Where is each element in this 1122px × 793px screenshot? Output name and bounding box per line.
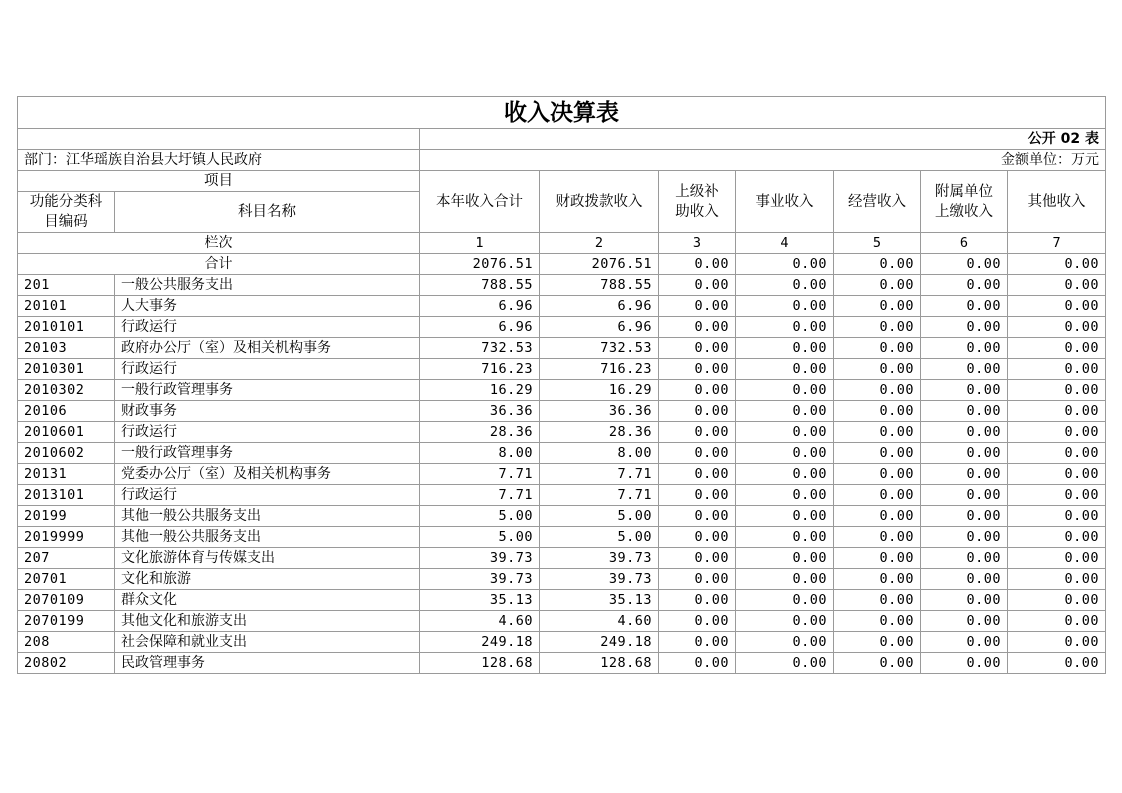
amount-cell: 0.00 xyxy=(834,443,921,464)
amount-cell: 0.00 xyxy=(1008,338,1106,359)
table-row xyxy=(18,443,1106,464)
total-value: 0.00 xyxy=(736,254,834,275)
amount-cell: 0.00 xyxy=(736,296,834,317)
amount-cell: 0.00 xyxy=(921,296,1008,317)
amount-cell: 0.00 xyxy=(736,464,834,485)
amount-cell: 0.00 xyxy=(736,569,834,590)
table-row xyxy=(18,653,1106,674)
subject-code-cell: 20106 xyxy=(18,401,115,422)
amount-cell: 0.00 xyxy=(736,653,834,674)
amount-cell: 0.00 xyxy=(921,527,1008,548)
amount-cell: 0.00 xyxy=(834,506,921,527)
amount-cell: 0.00 xyxy=(921,401,1008,422)
amount-cell: 0.00 xyxy=(1008,401,1106,422)
subject-code-cell: 20103 xyxy=(18,338,115,359)
subject-code-cell: 20101 xyxy=(18,296,115,317)
column-number: 2 xyxy=(540,233,659,254)
amount-cell: 0.00 xyxy=(834,359,921,380)
amount-cell: 0.00 xyxy=(1008,380,1106,401)
amount-cell: 5.00 xyxy=(420,527,540,548)
subject-name-cell: 其他文化和旅游支出 xyxy=(115,611,420,632)
department-label: 部门：江华瑶族自治县大圩镇人民政府 xyxy=(18,150,420,171)
table-row xyxy=(18,338,1106,359)
amount-cell: 0.00 xyxy=(736,359,834,380)
amount-cell: 0.00 xyxy=(921,359,1008,380)
amount-cell: 35.13 xyxy=(420,590,540,611)
amount-cell: 36.36 xyxy=(540,401,659,422)
total-value: 2076.51 xyxy=(540,254,659,275)
table-row xyxy=(18,506,1106,527)
header-item: 项目 xyxy=(18,171,420,192)
amount-cell: 0.00 xyxy=(659,569,736,590)
total-value: 0.00 xyxy=(834,254,921,275)
subject-name-cell: 社会保障和就业支出 xyxy=(115,632,420,653)
subject-code-cell: 2070199 xyxy=(18,611,115,632)
amount-cell: 0.00 xyxy=(921,590,1008,611)
subject-name-cell: 财政事务 xyxy=(115,401,420,422)
amount-cell: 0.00 xyxy=(921,485,1008,506)
amount-cell: 6.96 xyxy=(540,317,659,338)
amount-cell: 6.96 xyxy=(540,296,659,317)
subject-code-cell: 2010301 xyxy=(18,359,115,380)
column-number: 6 xyxy=(921,233,1008,254)
subject-code-cell: 2013101 xyxy=(18,485,115,506)
header-other-income: 其他收入 xyxy=(1008,171,1106,233)
subject-name-cell: 行政运行 xyxy=(115,485,420,506)
amount-cell: 0.00 xyxy=(834,548,921,569)
subject-name-cell: 人大事务 xyxy=(115,296,420,317)
amount-cell: 0.00 xyxy=(1008,275,1106,296)
total-value: 0.00 xyxy=(659,254,736,275)
amount-cell: 128.68 xyxy=(420,653,540,674)
subject-name-cell: 党委办公厅（室）及相关机构事务 xyxy=(115,464,420,485)
amount-cell: 0.00 xyxy=(736,338,834,359)
header-total-income: 本年收入合计 xyxy=(420,171,540,233)
amount-cell: 0.00 xyxy=(1008,590,1106,611)
amount-cell: 788.55 xyxy=(540,275,659,296)
amount-cell: 0.00 xyxy=(736,275,834,296)
amount-cell: 0.00 xyxy=(736,401,834,422)
amount-cell: 716.23 xyxy=(540,359,659,380)
amount-cell: 0.00 xyxy=(659,527,736,548)
amount-cell: 0.00 xyxy=(1008,611,1106,632)
amount-cell: 0.00 xyxy=(736,485,834,506)
amount-cell: 788.55 xyxy=(420,275,540,296)
amount-cell: 0.00 xyxy=(834,464,921,485)
table-row xyxy=(18,548,1106,569)
subject-name-cell: 行政运行 xyxy=(115,317,420,338)
amount-cell: 0.00 xyxy=(834,569,921,590)
amount-cell: 39.73 xyxy=(540,569,659,590)
total-row xyxy=(18,254,1106,275)
amount-cell: 0.00 xyxy=(921,380,1008,401)
column-index-label: 栏次 xyxy=(18,233,420,254)
amount-cell: 0.00 xyxy=(921,422,1008,443)
amount-cell: 0.00 xyxy=(659,464,736,485)
amount-cell: 16.29 xyxy=(420,380,540,401)
column-number: 4 xyxy=(736,233,834,254)
amount-cell: 0.00 xyxy=(834,317,921,338)
amount-cell: 0.00 xyxy=(921,275,1008,296)
table-row xyxy=(18,275,1106,296)
amount-cell: 0.00 xyxy=(921,569,1008,590)
subject-code-cell: 2010101 xyxy=(18,317,115,338)
amount-cell: 0.00 xyxy=(834,338,921,359)
blank-cell xyxy=(18,129,420,150)
amount-cell: 0.00 xyxy=(736,443,834,464)
subject-code-cell: 20701 xyxy=(18,569,115,590)
table-row xyxy=(18,611,1106,632)
amount-cell: 0.00 xyxy=(834,590,921,611)
table-row xyxy=(18,296,1106,317)
amount-cell: 16.29 xyxy=(540,380,659,401)
amount-cell: 0.00 xyxy=(659,296,736,317)
amount-cell: 0.00 xyxy=(1008,485,1106,506)
amount-cell: 39.73 xyxy=(420,548,540,569)
subject-code-cell: 2010601 xyxy=(18,422,115,443)
amount-cell: 7.71 xyxy=(540,485,659,506)
table-row xyxy=(18,569,1106,590)
amount-cell: 5.00 xyxy=(540,527,659,548)
amount-cell: 732.53 xyxy=(540,338,659,359)
subject-name-cell: 行政运行 xyxy=(115,422,420,443)
total-value: 0.00 xyxy=(921,254,1008,275)
amount-cell: 0.00 xyxy=(1008,653,1106,674)
subject-name-cell: 行政运行 xyxy=(115,359,420,380)
amount-cell: 0.00 xyxy=(834,653,921,674)
amount-cell: 0.00 xyxy=(834,611,921,632)
subject-code-cell: 2070109 xyxy=(18,590,115,611)
amount-cell: 0.00 xyxy=(659,590,736,611)
amount-cell: 0.00 xyxy=(659,359,736,380)
subject-name-cell: 其他一般公共服务支出 xyxy=(115,506,420,527)
amount-cell: 0.00 xyxy=(1008,548,1106,569)
amount-cell: 0.00 xyxy=(659,485,736,506)
subject-name-cell: 群众文化 xyxy=(115,590,420,611)
amount-cell: 0.00 xyxy=(659,653,736,674)
subject-name-cell: 一般公共服务支出 xyxy=(115,275,420,296)
subject-code-cell: 2010602 xyxy=(18,443,115,464)
amount-cell: 0.00 xyxy=(921,632,1008,653)
income-final-accounts-table xyxy=(17,96,1106,674)
amount-cell: 0.00 xyxy=(1008,569,1106,590)
amount-cell: 7.71 xyxy=(420,464,540,485)
table-row xyxy=(18,632,1106,653)
total-label: 合计 xyxy=(18,254,420,275)
amount-cell: 0.00 xyxy=(659,506,736,527)
amount-cell: 0.00 xyxy=(834,380,921,401)
subject-code-cell: 2010302 xyxy=(18,380,115,401)
amount-cell: 0.00 xyxy=(659,380,736,401)
amount-cell: 0.00 xyxy=(736,422,834,443)
amount-cell: 249.18 xyxy=(420,632,540,653)
header-affiliated-income: 附属单位上缴收入 xyxy=(921,171,1008,233)
subject-name-cell: 其他一般公共服务支出 xyxy=(115,527,420,548)
table-row xyxy=(18,317,1106,338)
table-number-row xyxy=(18,129,1106,150)
subject-name-cell: 民政管理事务 xyxy=(115,653,420,674)
total-value: 2076.51 xyxy=(420,254,540,275)
header-fiscal-appropriation: 财政拨款收入 xyxy=(540,171,659,233)
amount-cell: 249.18 xyxy=(540,632,659,653)
unit-label: 金额单位：万元 xyxy=(420,150,1106,171)
subject-code-cell: 207 xyxy=(18,548,115,569)
amount-cell: 0.00 xyxy=(736,590,834,611)
subject-code-cell: 20131 xyxy=(18,464,115,485)
amount-cell: 0.00 xyxy=(834,632,921,653)
table-row xyxy=(18,380,1106,401)
column-number: 7 xyxy=(1008,233,1106,254)
amount-cell: 0.00 xyxy=(834,485,921,506)
amount-cell: 0.00 xyxy=(834,275,921,296)
amount-cell: 28.36 xyxy=(420,422,540,443)
subject-name-cell: 文化旅游体育与传媒支出 xyxy=(115,548,420,569)
amount-cell: 28.36 xyxy=(540,422,659,443)
table-row xyxy=(18,359,1106,380)
amount-cell: 7.71 xyxy=(420,485,540,506)
amount-cell: 0.00 xyxy=(659,632,736,653)
amount-cell: 5.00 xyxy=(420,506,540,527)
subject-name-cell: 一般行政管理事务 xyxy=(115,380,420,401)
column-number: 1 xyxy=(420,233,540,254)
amount-cell: 7.71 xyxy=(540,464,659,485)
department-row xyxy=(18,150,1106,171)
total-value: 0.00 xyxy=(1008,254,1106,275)
amount-cell: 0.00 xyxy=(1008,632,1106,653)
subject-name-cell: 文化和旅游 xyxy=(115,569,420,590)
amount-cell: 0.00 xyxy=(921,548,1008,569)
amount-cell: 716.23 xyxy=(420,359,540,380)
subject-code-cell: 208 xyxy=(18,632,115,653)
amount-cell: 6.96 xyxy=(420,296,540,317)
table-row xyxy=(18,527,1106,548)
amount-cell: 39.73 xyxy=(540,548,659,569)
amount-cell: 0.00 xyxy=(921,317,1008,338)
header-business-income: 事业收入 xyxy=(736,171,834,233)
title-row xyxy=(18,97,1106,129)
amount-cell: 128.68 xyxy=(540,653,659,674)
amount-cell: 0.00 xyxy=(659,611,736,632)
table-row xyxy=(18,464,1106,485)
amount-cell: 0.00 xyxy=(659,338,736,359)
amount-cell: 0.00 xyxy=(659,443,736,464)
amount-cell: 0.00 xyxy=(659,275,736,296)
amount-cell: 0.00 xyxy=(1008,296,1106,317)
table-title: 收入决算表 xyxy=(18,97,1106,129)
amount-cell: 0.00 xyxy=(1008,317,1106,338)
table-row xyxy=(18,590,1106,611)
amount-cell: 0.00 xyxy=(1008,422,1106,443)
amount-cell: 0.00 xyxy=(921,611,1008,632)
amount-cell: 0.00 xyxy=(736,632,834,653)
header-func-code: 功能分类科目编码 xyxy=(18,192,115,233)
amount-cell: 0.00 xyxy=(736,548,834,569)
table-row xyxy=(18,485,1106,506)
amount-cell: 0.00 xyxy=(921,464,1008,485)
amount-cell: 0.00 xyxy=(921,443,1008,464)
amount-cell: 6.96 xyxy=(420,317,540,338)
amount-cell: 0.00 xyxy=(834,401,921,422)
amount-cell: 0.00 xyxy=(921,653,1008,674)
amount-cell: 35.13 xyxy=(540,590,659,611)
column-index-row xyxy=(18,233,1106,254)
amount-cell: 0.00 xyxy=(834,527,921,548)
header-row-1 xyxy=(18,171,1106,192)
header-subject-name: 科目名称 xyxy=(115,192,420,233)
amount-cell: 0.00 xyxy=(1008,464,1106,485)
column-number: 3 xyxy=(659,233,736,254)
amount-cell: 0.00 xyxy=(1008,359,1106,380)
amount-cell: 36.36 xyxy=(420,401,540,422)
amount-cell: 0.00 xyxy=(834,422,921,443)
amount-cell: 4.60 xyxy=(540,611,659,632)
amount-cell: 0.00 xyxy=(736,380,834,401)
amount-cell: 0.00 xyxy=(736,611,834,632)
amount-cell: 0.00 xyxy=(736,506,834,527)
amount-cell: 0.00 xyxy=(736,527,834,548)
header-operating-income: 经营收入 xyxy=(834,171,921,233)
amount-cell: 0.00 xyxy=(659,401,736,422)
amount-cell: 8.00 xyxy=(540,443,659,464)
header-superior-subsidy: 上级补助收入 xyxy=(659,171,736,233)
subject-code-cell: 20199 xyxy=(18,506,115,527)
amount-cell: 4.60 xyxy=(420,611,540,632)
amount-cell: 0.00 xyxy=(921,506,1008,527)
amount-cell: 0.00 xyxy=(659,422,736,443)
table-row xyxy=(18,401,1106,422)
subject-code-cell: 201 xyxy=(18,275,115,296)
amount-cell: 39.73 xyxy=(420,569,540,590)
amount-cell: 0.00 xyxy=(1008,506,1106,527)
amount-cell: 732.53 xyxy=(420,338,540,359)
subject-code-cell: 20802 xyxy=(18,653,115,674)
amount-cell: 0.00 xyxy=(1008,443,1106,464)
subject-name-cell: 一般行政管理事务 xyxy=(115,443,420,464)
amount-cell: 0.00 xyxy=(659,317,736,338)
amount-cell: 0.00 xyxy=(834,296,921,317)
amount-cell: 0.00 xyxy=(736,317,834,338)
table-row xyxy=(18,422,1106,443)
amount-cell: 0.00 xyxy=(921,338,1008,359)
amount-cell: 8.00 xyxy=(420,443,540,464)
table-number: 公开 02 表 xyxy=(420,129,1106,150)
amount-cell: 0.00 xyxy=(1008,527,1106,548)
subject-name-cell: 政府办公厅（室）及相关机构事务 xyxy=(115,338,420,359)
subject-code-cell: 2019999 xyxy=(18,527,115,548)
column-number: 5 xyxy=(834,233,921,254)
amount-cell: 0.00 xyxy=(659,548,736,569)
amount-cell: 5.00 xyxy=(540,506,659,527)
